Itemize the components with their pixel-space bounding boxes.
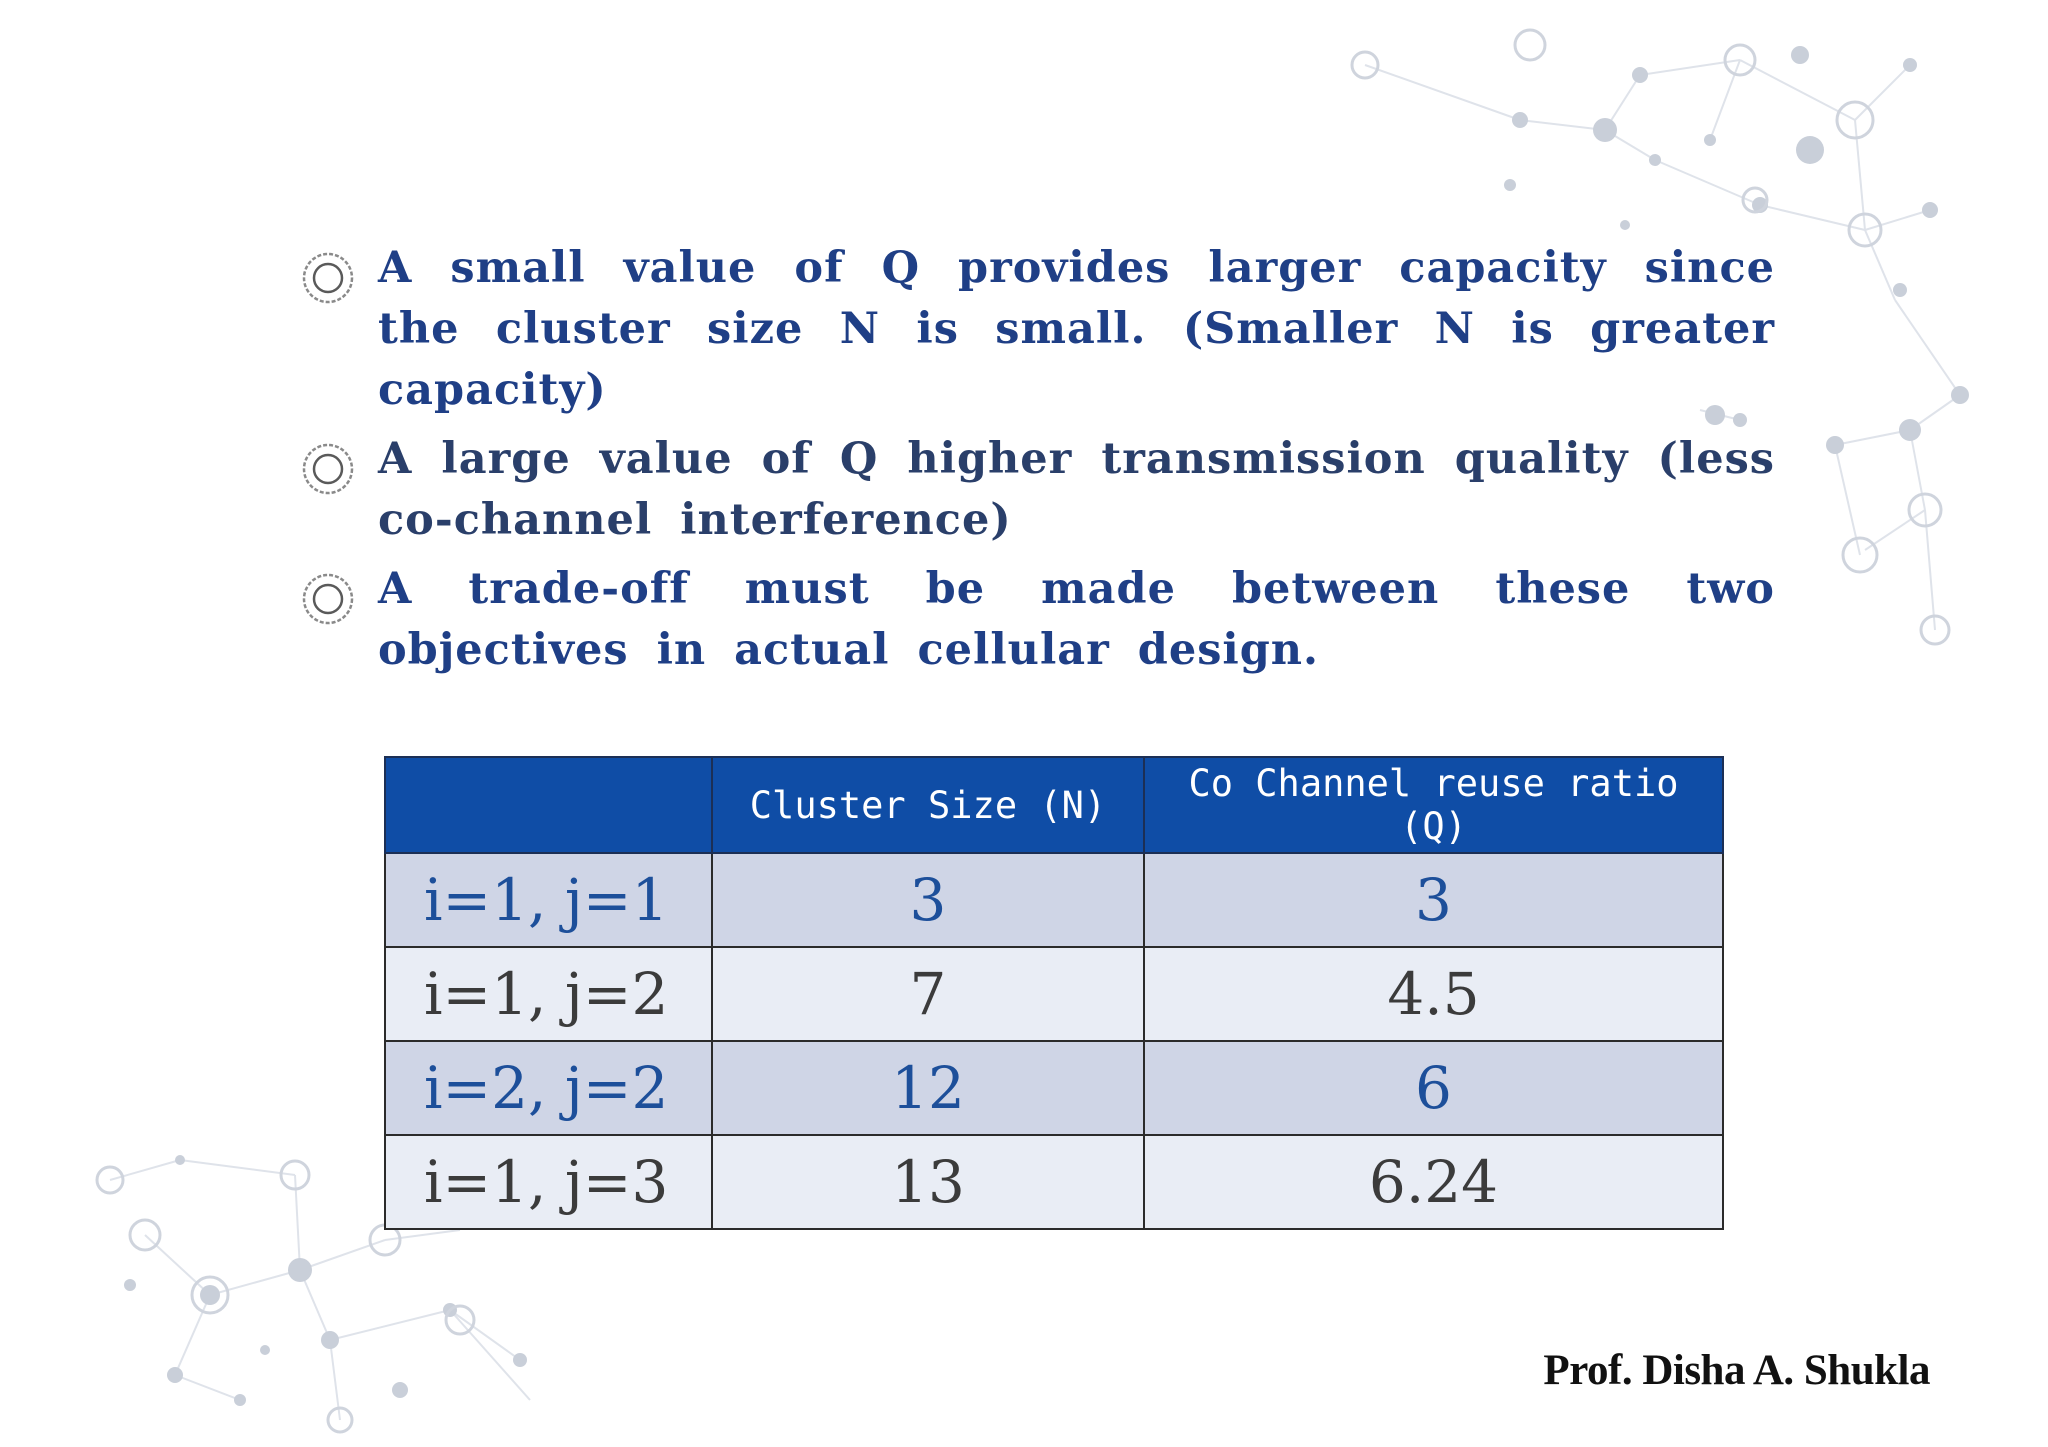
bullet-list xyxy=(300,238,1775,689)
table-row xyxy=(385,1041,1723,1135)
bullet-item xyxy=(300,429,1775,551)
circled-ring-bullet-icon xyxy=(300,571,356,627)
bullet-text: A small value of Q provides larger capacity since the cluster size N is small. (Smaller N is greater capacity) xyxy=(378,243,1775,415)
header-empty xyxy=(385,757,712,853)
row-label: i=2, j=2 xyxy=(385,1041,712,1135)
cluster-size-value: 7 xyxy=(712,947,1144,1041)
cluster-size-value: 3 xyxy=(712,853,1144,947)
bullet-text: A trade-off must be made between these two objectives in actual cellular design. xyxy=(378,564,1775,675)
table-row xyxy=(385,853,1723,947)
bullet-text: A large value of Q higher transmission quality (less co-channel interference) xyxy=(378,434,1775,545)
header-cluster-size: Cluster Size (N) xyxy=(712,757,1144,853)
cluster-size-table xyxy=(384,756,1722,1230)
row-label: i=1, j=3 xyxy=(385,1135,712,1229)
cluster-size-value: 12 xyxy=(712,1041,1144,1135)
cluster-size-value: 13 xyxy=(712,1135,1144,1229)
bullet-item xyxy=(300,559,1775,681)
reuse-ratio-value: 4.5 xyxy=(1144,947,1723,1041)
bullet-item xyxy=(300,238,1775,421)
reuse-ratio-value: 6 xyxy=(1144,1041,1723,1135)
reuse-ratio-value: 3 xyxy=(1144,853,1723,947)
reuse-ratio-value: 6.24 xyxy=(1144,1135,1723,1229)
data-table xyxy=(384,756,1724,1230)
row-label: i=1, j=1 xyxy=(385,853,712,947)
table-header-row xyxy=(385,757,1723,853)
circled-ring-bullet-icon xyxy=(300,250,356,306)
row-label: i=1, j=2 xyxy=(385,947,712,1041)
author-credit: Prof. Disha A. Shukla xyxy=(1543,1347,1930,1394)
table-row xyxy=(385,947,1723,1041)
header-reuse-ratio: Co Channel reuse ratio (Q) xyxy=(1144,757,1723,853)
circled-ring-bullet-icon xyxy=(300,441,356,497)
table-row xyxy=(385,1135,1723,1229)
